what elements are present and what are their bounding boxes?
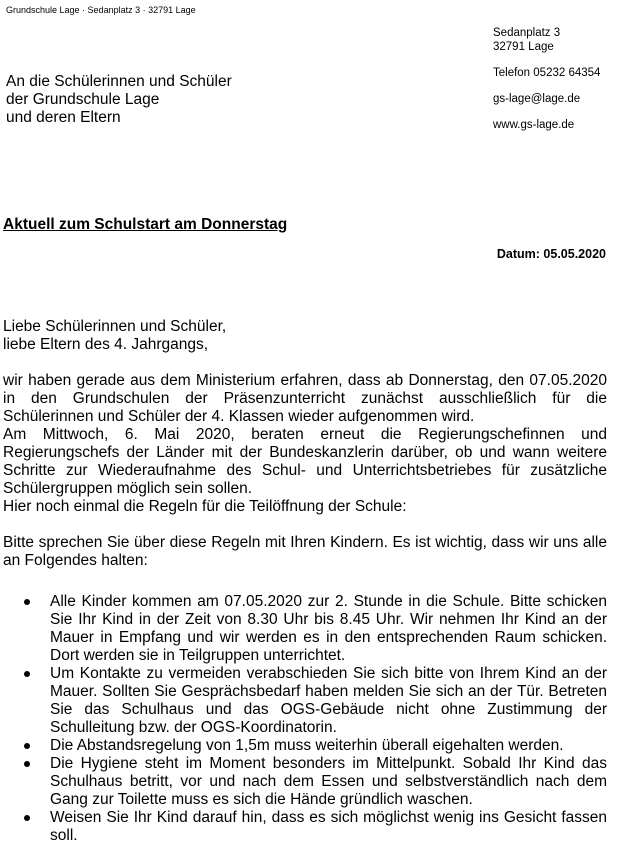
recipient-line: und deren Eltern <box>6 109 121 126</box>
recipient-line: der Grundschule Lage <box>6 91 160 108</box>
recipient-address <box>6 73 232 127</box>
bullet-icon <box>24 599 30 605</box>
list-item: Um Kontakte zu vermeiden verabschieden Sie sich bitte von Ihrem Kind an der Mauer. Sollten Sie Gesprächsbedarf haben melden Sie sich an der Tür. Betreten Sie das Schulhaus und das OGS-Gebäude nicht ohne Zustimmung der Schulleitung bzw. der OGS-Koordinatorin. <box>0 665 607 737</box>
letter-date: Datum: 05.05.2020 <box>496 247 606 261</box>
list-item: Weisen Sie Ihr Kind darauf hin, dass es sich möglichst wenig ins Gesicht fassen soll. <box>0 809 607 845</box>
school-contact-block <box>493 26 600 132</box>
rules-list <box>0 593 607 845</box>
bullet-icon <box>24 743 30 749</box>
paragraph-government-meeting: Am Mittwoch, 6. Mai 2020, beraten erneut die Regierungschefinnen und Regierungschefs der Länder mit der Bundeskanzlerin darüber, ob und wann weitere Schritte zur Wiederaufnahme des Schul- und Unterrichtsbetriebes für zusätzliche Schülergruppen möglich sein sollen. <box>3 426 607 497</box>
list-item: Alle Kinder kommen am 07.05.2020 zur 2. Stunde in die Schule. Bitte schicken Sie Ihr Kind in der Zeit von 8.30 Uhr bis 8.45 Uhr. Wir nehmen Ihr Kind an der Mauer in Empfang und wir werden es in den entsprechenden Raum schicken. Dort werden sie in Teilgruppen unterrichtet. <box>0 593 607 665</box>
paragraph-rules-intro: Hier noch einmal die Regeln für die Teilöffnung der Schule: <box>3 498 407 515</box>
blank-line <box>3 516 607 534</box>
list-item: Die Abstandsregelung von 1,5m muss weiterhin überall eigehalten werden. <box>0 737 607 755</box>
bullet-icon <box>24 815 30 821</box>
letter-body <box>3 372 607 570</box>
salutation <box>3 318 226 354</box>
school-city: 32791 Lage <box>493 41 554 53</box>
school-phone: Telefon 05232 64354 <box>493 67 601 79</box>
sender-line: Grundschule Lage · Sedanplatz 3 · 32791 Lage <box>6 5 196 15</box>
bullet-icon <box>24 761 30 767</box>
paragraph-talk-to-children: Bitte sprechen Sie über diese Regeln mit Ihren Kindern. Es ist wichtig, dass wir uns alle an Folgendes halten: <box>3 534 607 569</box>
paragraph-ministry-news: wir haben gerade aus dem Ministerium erfahren, dass ab Donnerstag, den 07.05.2020 in den Grundschulen der Präsenzunterricht zunächst ausschließlich für die Schülerinnen und Schüler der 4. Klassen wieder aufgenommen wird. <box>3 372 607 425</box>
bullet-icon <box>24 671 30 677</box>
school-email: gs-lage@lage.de <box>493 93 581 105</box>
recipient-line: An die Schülerinnen und Schüler <box>6 73 232 90</box>
school-street: Sedanplatz 3 <box>493 27 561 39</box>
list-item: Die Hygiene steht im Moment besonders im Mittelpunkt. Sobald Ihr Kind das Schulhaus betritt, vor und nach dem Essen und selbstverständlich nach dem Gang zur Toilette muss es sich die Hände gründlich waschen. <box>0 755 607 809</box>
salutation-line: Liebe Schülerinnen und Schüler, <box>3 318 227 335</box>
salutation-line: liebe Eltern des 4. Jahrgangs, <box>3 336 209 353</box>
school-website: www.gs-lage.de <box>493 119 575 131</box>
letter-subject: Aktuell zum Schulstart am Donnerstag <box>3 216 288 233</box>
